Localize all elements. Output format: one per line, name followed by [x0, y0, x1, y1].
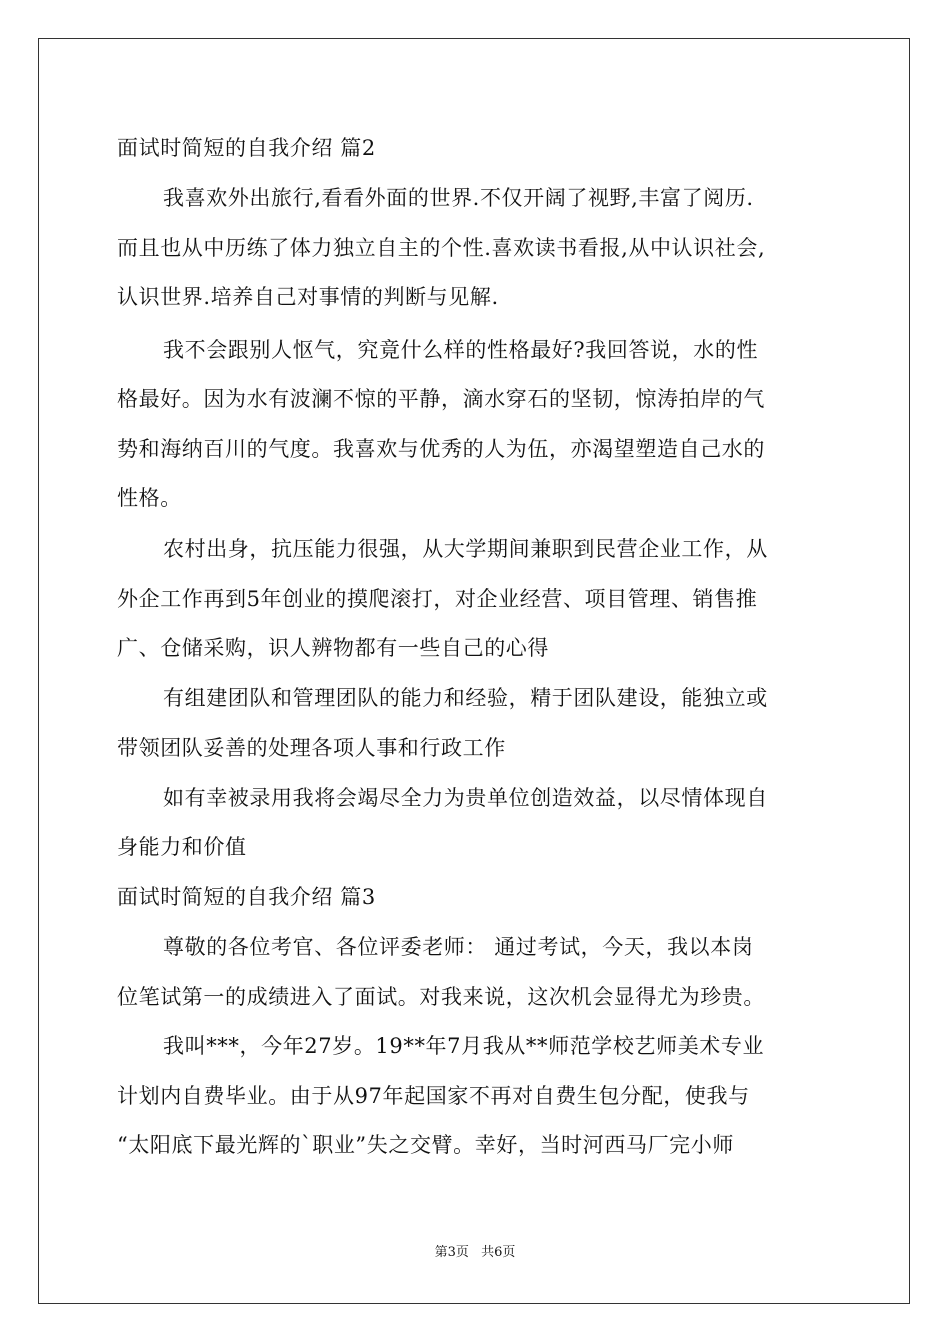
page-footer	[0, 1244, 950, 1262]
paragraph-line: 有组建团队和管理团队的能力和经验，精于团队建设，能独立或	[163, 686, 768, 710]
paragraph-line: 势和海纳百川的气度。我喜欢与优秀的人为伍，亦渴望塑造自己水的	[117, 437, 765, 461]
paragraph-line: 位笔试第一的成绩进入了面试。对我来说，这次机会显得尤为珍贵。	[117, 985, 765, 1009]
paragraph-line: 广、仓储采购，识人辨物都有一些自己的心得	[117, 636, 549, 660]
page-border	[38, 38, 910, 1304]
paragraph-line: 认识世界.培养自己对事情的判断与见解.	[117, 285, 499, 309]
paragraph-line: 我叫***，今年27岁。19**年7月我从**师范学校艺师美术专业	[163, 1034, 765, 1058]
section-heading: 面试时简短的自我介绍 篇2	[117, 136, 376, 160]
paragraph-line: 格最好。因为水有波澜不惊的平静，滴水穿石的坚韧，惊涛拍岸的气	[117, 387, 765, 411]
page-number: 第3页	[434, 1245, 469, 1260]
page-total: 共6页	[481, 1245, 516, 1260]
paragraph-line: 如有幸被录用我将会竭尽全力为贵单位创造效益，以尽情体现自	[163, 786, 768, 810]
paragraph-line: 外企工作再到5年创业的摸爬滚打，对企业经营、项目管理、销售推	[117, 587, 758, 611]
paragraph-line: 计划内自费毕业。由于从97年起国家不再对自费生包分配，使我与	[117, 1084, 750, 1108]
paragraph-line: 身能力和价值	[117, 835, 247, 859]
paragraph-line: 农村出身，抗压能力很强，从大学期间兼职到民营企业工作，从	[163, 537, 768, 561]
paragraph-line: 带领团队妥善的处理各项人事和行政工作	[117, 736, 506, 760]
paragraph-line: 性格。	[117, 486, 182, 510]
paragraph-line: 我喜欢外出旅行,看看外面的世界.不仅开阔了视野,丰富了阅历.	[163, 186, 754, 210]
paragraph-line: 尊敬的各位考官、各位评委老师： 通过考试，今天，我以本岗	[163, 935, 754, 959]
paragraph-line: 而且也从中历练了体力独立自主的个性.喜欢读书看报,从中认识社会,	[117, 236, 766, 260]
section-heading: 面试时简短的自我介绍 篇3	[117, 885, 376, 909]
paragraph-line: “太阳底下最光辉的`职业”失之交臂。幸好，当时河西马厂完小师	[117, 1133, 734, 1157]
paragraph-line: 我不会跟别人怄气，究竟什么样的性格最好?我回答说，水的性	[163, 338, 759, 362]
